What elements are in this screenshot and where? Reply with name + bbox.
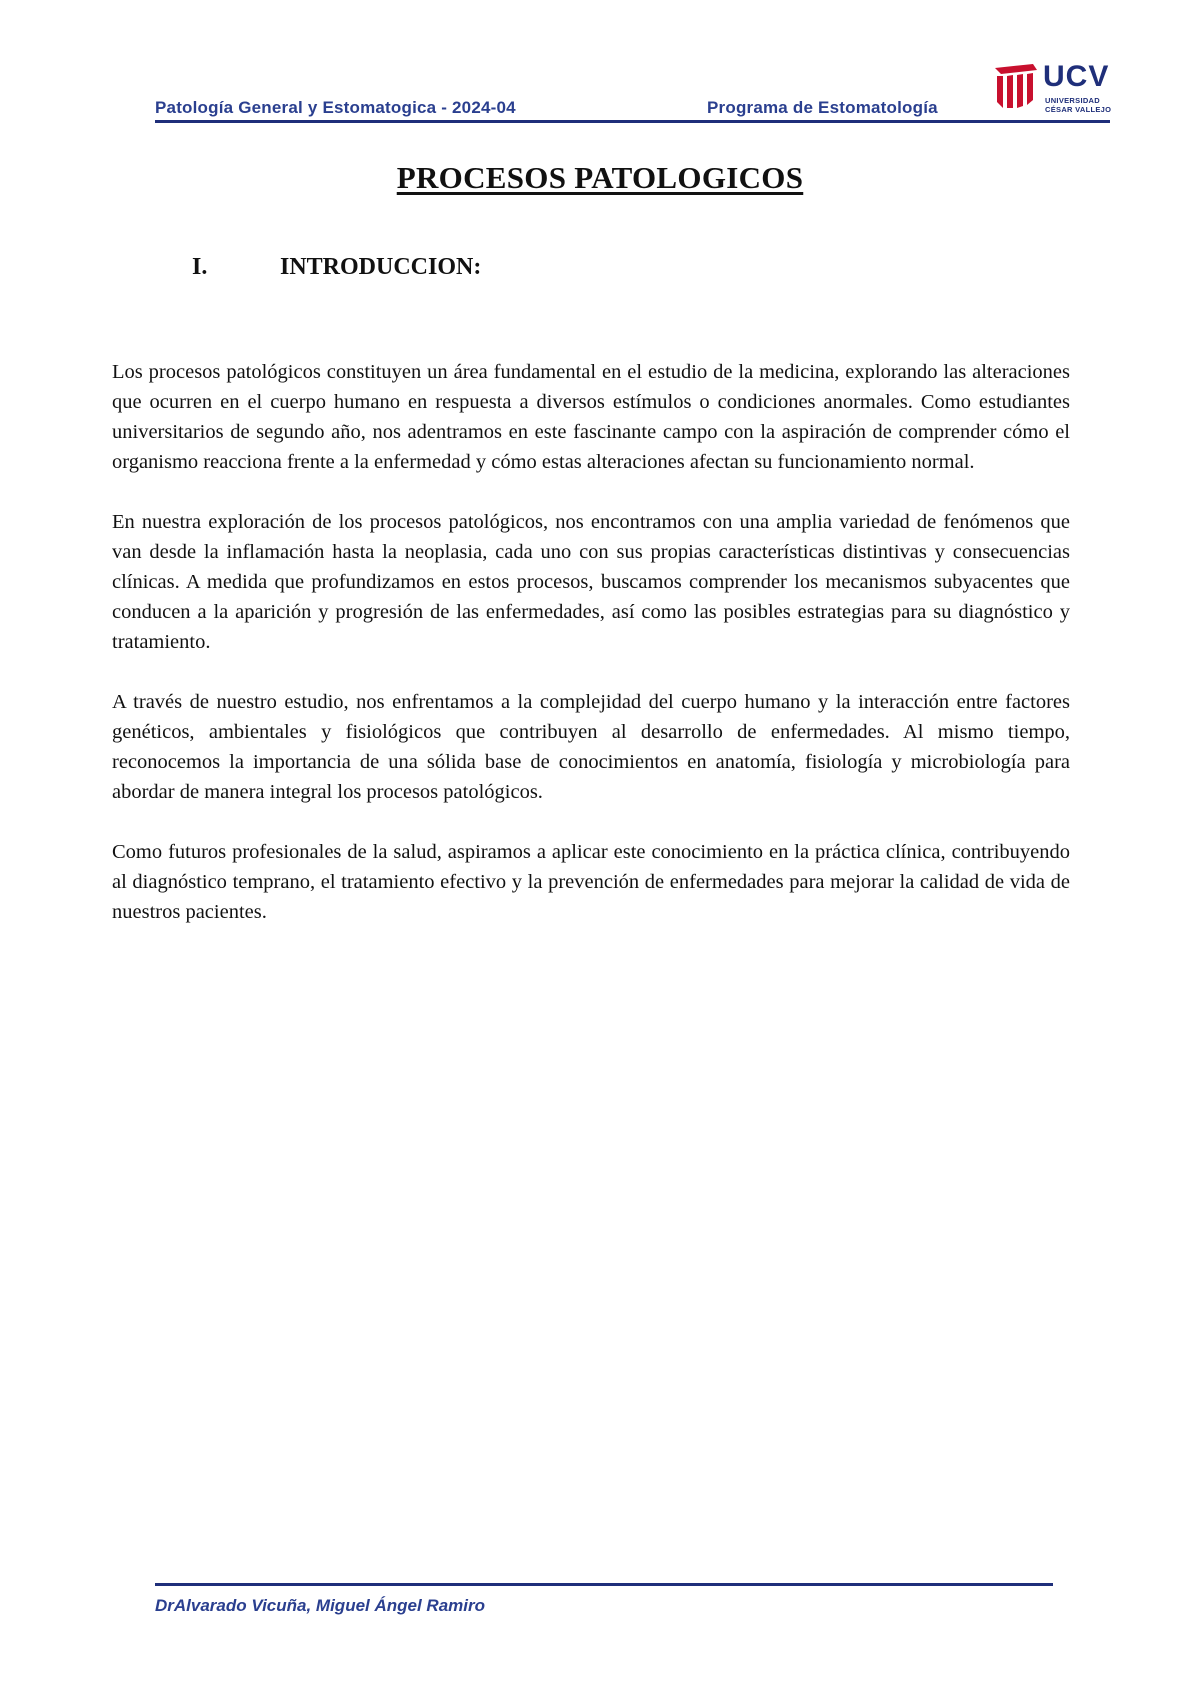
section-title: INTRODUCCION: [280, 254, 482, 280]
paragraph: En nuestra exploración de los procesos patológicos, nos encontramos con una amplia variedad de fenómenos que van desde la inflamación hasta la neoplasia, cada uno con sus propias características distintivas y consecuencias clínicas. A medida que profundizamos en estos procesos, buscamos comprender los mecanismos subyacentes que conducen a la aparición y progresión de las enfermedades, así como las posibles estrategias para su diagnóstico y tratamiento. [112, 511, 1070, 653]
logo-name-line: CÉSAR VALLEJO [1045, 105, 1112, 114]
paragraph: A través de nuestro estudio, nos enfrentamos a la complejidad del cuerpo humano y la interacción entre factores genéticos, ambientales y fisiológicos que contribuyen al desarrollo de enfermedades. Al mismo tiempo, reconocemos la importancia de una sólida base de conocimientos en anatomía, fisiología y microbiología para abordar de manera integral los procesos patológicos. [112, 691, 1070, 803]
document-title: PROCESOS PATOLOGICOS [396, 160, 804, 195]
footer-divider [155, 1583, 1053, 1586]
header-course-title: Patología General y Estomatogica - 2024-04 [155, 98, 516, 117]
ucv-logo-mark-icon [993, 62, 1039, 112]
footer-author: DrAlvarado Vicuña, Miguel Ángel Ramiro [155, 1596, 485, 1615]
header-divider [155, 120, 1110, 123]
logo-university-line: UNIVERSIDAD [1045, 96, 1100, 105]
paragraph: Los procesos patológicos constituyen un área fundamental en el estudio de la medicina, explorando las alteraciones que ocurren en el cuerpo humano en respuesta a diversos estímulos o condiciones anormales. Como estudiantes universitarios de segundo año, nos adentramos en este fascinante campo con la aspiración de comprender cómo el organismo reacciona frente a la enfermedad y cómo estas alteraciones afectan su funcionamiento normal. [112, 361, 1070, 473]
introduction-body [112, 357, 1070, 957]
section-number: I. [192, 254, 208, 280]
section-heading [192, 254, 481, 281]
header-program-name: Programa de Estomatología [707, 98, 938, 117]
page-header [155, 58, 1110, 122]
paragraph: Como futuros profesionales de la salud, aspiramos a aplicar este conocimiento en la práctica clínica, contribuyendo al diagnóstico temprano, el tratamiento efectivo y la prevención de enfermedades para mejorar la calidad de vida de nuestros pacientes. [112, 841, 1070, 923]
ucv-logo [993, 62, 1113, 114]
logo-brand: UCV [1043, 60, 1110, 93]
